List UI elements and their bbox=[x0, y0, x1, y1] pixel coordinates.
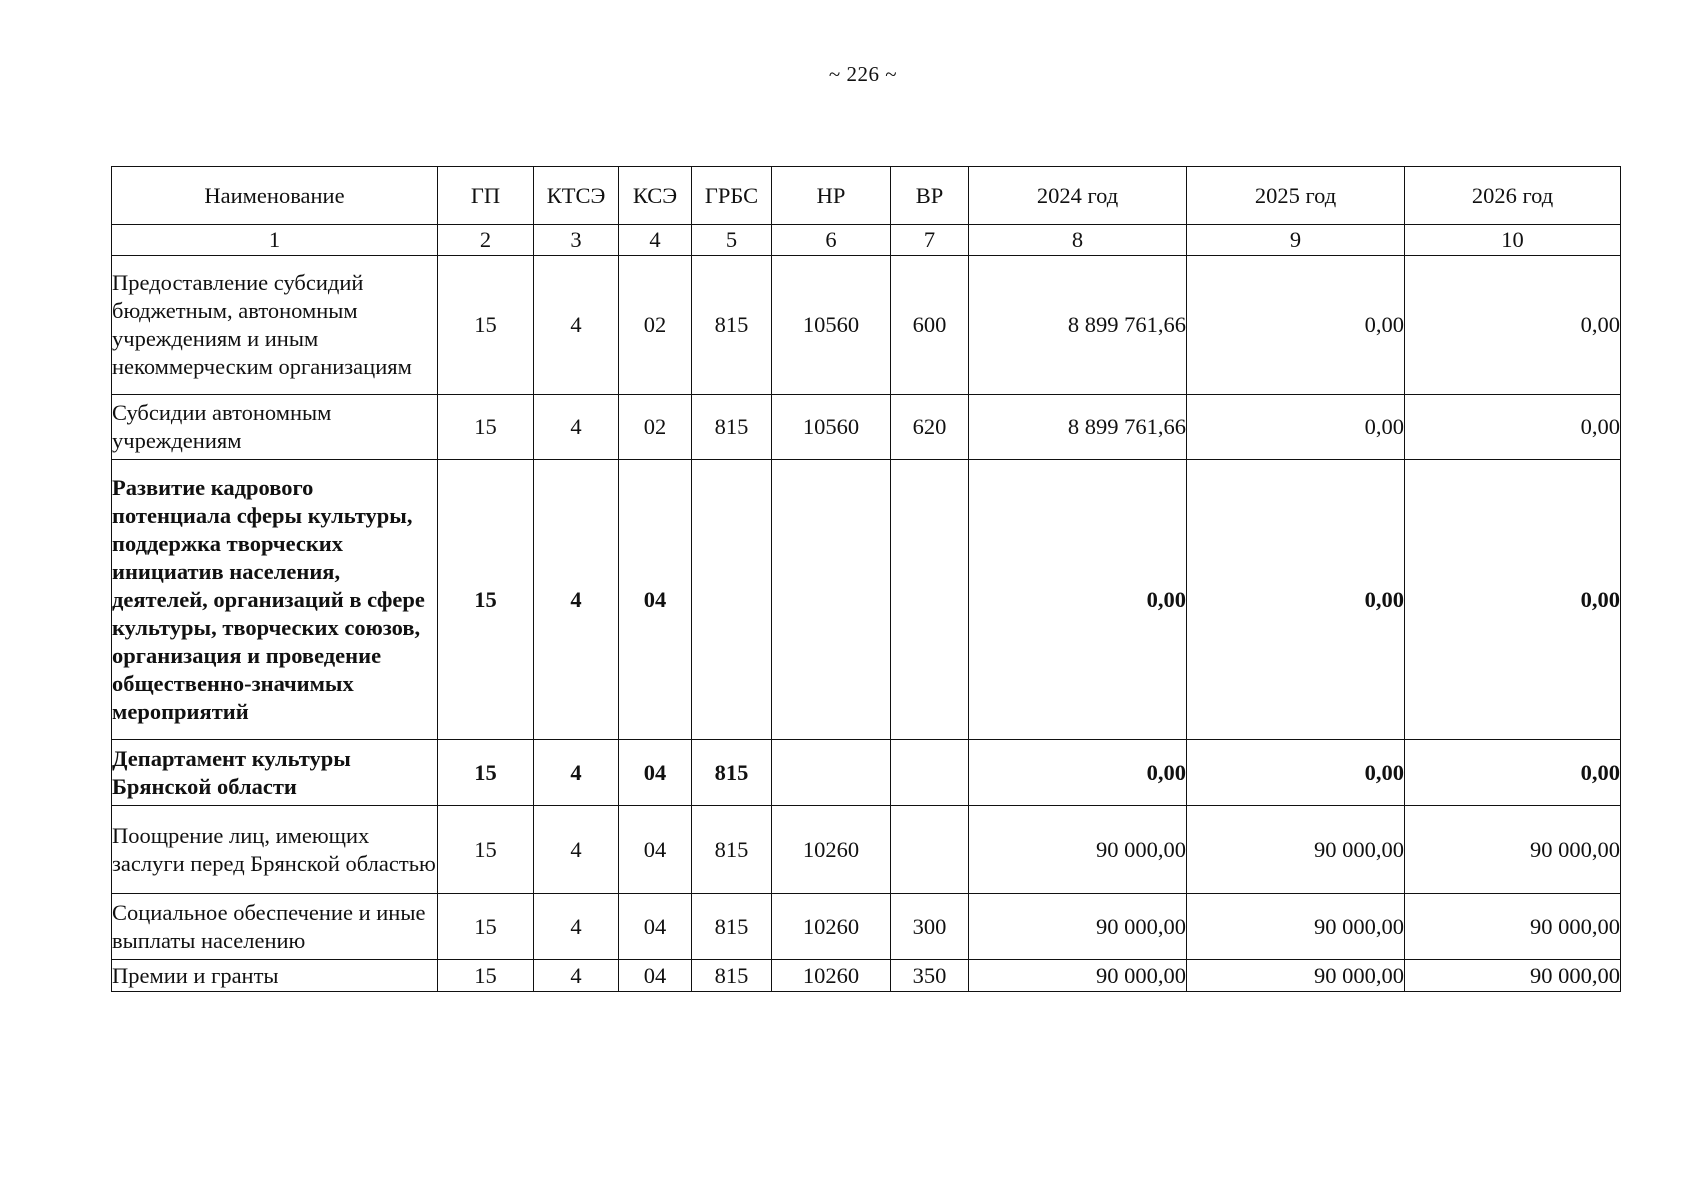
cell-nr bbox=[772, 740, 891, 806]
row-name: Департамент культуры Брянской области bbox=[112, 740, 438, 806]
cell-kse: 02 bbox=[619, 395, 692, 460]
table-row bbox=[112, 894, 1621, 960]
page-number: ~ 226 ~ bbox=[828, 62, 898, 86]
column-number: 7 bbox=[891, 225, 969, 256]
cell-gp: 15 bbox=[438, 256, 534, 395]
row-name: Социальное обеспечение и иные выплаты населению bbox=[112, 894, 438, 960]
row-name: Премии и гранты bbox=[112, 960, 438, 992]
column-number: 4 bbox=[619, 225, 692, 256]
table-row bbox=[112, 740, 1621, 806]
cell-ktse: 4 bbox=[534, 806, 619, 894]
cell-2024: 8 899 761,66 bbox=[969, 395, 1187, 460]
header-kse: КСЭ bbox=[619, 167, 692, 225]
cell-vr bbox=[891, 460, 969, 740]
cell-gp: 15 bbox=[438, 395, 534, 460]
cell-gp: 15 bbox=[438, 740, 534, 806]
cell-2026: 90 000,00 bbox=[1405, 894, 1621, 960]
header-gp: ГП bbox=[438, 167, 534, 225]
column-number: 2 bbox=[438, 225, 534, 256]
cell-kse: 04 bbox=[619, 740, 692, 806]
cell-gp: 15 bbox=[438, 460, 534, 740]
cell-vr: 620 bbox=[891, 395, 969, 460]
column-number: 10 bbox=[1405, 225, 1621, 256]
cell-nr: 10560 bbox=[772, 395, 891, 460]
budget-table bbox=[111, 166, 1621, 992]
cell-grbs: 815 bbox=[692, 960, 772, 992]
table-row bbox=[112, 806, 1621, 894]
cell-2024: 0,00 bbox=[969, 460, 1187, 740]
cell-2025: 0,00 bbox=[1187, 395, 1405, 460]
cell-grbs: 815 bbox=[692, 395, 772, 460]
cell-2024: 90 000,00 bbox=[969, 960, 1187, 992]
cell-2025: 0,00 bbox=[1187, 460, 1405, 740]
cell-nr: 10260 bbox=[772, 894, 891, 960]
cell-ktse: 4 bbox=[534, 256, 619, 395]
cell-gp: 15 bbox=[438, 806, 534, 894]
header-vr: ВР bbox=[891, 167, 969, 225]
cell-kse: 04 bbox=[619, 460, 692, 740]
cell-kse: 04 bbox=[619, 960, 692, 992]
header-ktse: КТСЭ bbox=[534, 167, 619, 225]
cell-2025: 90 000,00 bbox=[1187, 806, 1405, 894]
cell-kse: 02 bbox=[619, 256, 692, 395]
column-number: 5 bbox=[692, 225, 772, 256]
cell-nr: 10260 bbox=[772, 806, 891, 894]
cell-grbs: 815 bbox=[692, 256, 772, 395]
row-name: Развитие кадрового потенциала сферы культуры, поддержка творческих инициатив населения, деятелей, организаций в сфере культуры, творческих союзов, организация и проведение общественно-значимых мероприятий bbox=[112, 460, 438, 740]
table-row bbox=[112, 395, 1621, 460]
column-number: 1 bbox=[112, 225, 438, 256]
row-name: Субсидии автономным учреждениям bbox=[112, 395, 438, 460]
header-row bbox=[112, 167, 1621, 225]
cell-grbs: 815 bbox=[692, 806, 772, 894]
row-name: Поощрение лиц, имеющих заслуги перед Брянской областью bbox=[112, 806, 438, 894]
header-2024: 2024 год bbox=[969, 167, 1187, 225]
cell-nr bbox=[772, 460, 891, 740]
cell-vr: 600 bbox=[891, 256, 969, 395]
header-2026: 2026 год bbox=[1405, 167, 1621, 225]
cell-2026: 90 000,00 bbox=[1405, 960, 1621, 992]
cell-2024: 90 000,00 bbox=[969, 806, 1187, 894]
cell-ktse: 4 bbox=[534, 740, 619, 806]
header-nr: НР bbox=[772, 167, 891, 225]
column-number: 9 bbox=[1187, 225, 1405, 256]
cell-ktse: 4 bbox=[534, 960, 619, 992]
column-number: 6 bbox=[772, 225, 891, 256]
cell-gp: 15 bbox=[438, 894, 534, 960]
header-name: Наименование bbox=[112, 167, 438, 225]
header-grbs: ГРБС bbox=[692, 167, 772, 225]
cell-2024: 0,00 bbox=[969, 740, 1187, 806]
cell-2025: 0,00 bbox=[1187, 256, 1405, 395]
cell-2025: 0,00 bbox=[1187, 740, 1405, 806]
cell-vr: 300 bbox=[891, 894, 969, 960]
cell-grbs: 815 bbox=[692, 740, 772, 806]
cell-ktse: 4 bbox=[534, 894, 619, 960]
table-row bbox=[112, 460, 1621, 740]
cell-vr: 350 bbox=[891, 960, 969, 992]
cell-nr: 10560 bbox=[772, 256, 891, 395]
cell-2026: 0,00 bbox=[1405, 256, 1621, 395]
column-number: 3 bbox=[534, 225, 619, 256]
table-row bbox=[112, 960, 1621, 992]
cell-vr bbox=[891, 806, 969, 894]
cell-gp: 15 bbox=[438, 960, 534, 992]
cell-2026: 0,00 bbox=[1405, 740, 1621, 806]
table-row bbox=[112, 256, 1621, 395]
cell-kse: 04 bbox=[619, 806, 692, 894]
cell-2024: 8 899 761,66 bbox=[969, 256, 1187, 395]
column-number-row bbox=[112, 225, 1621, 256]
cell-2025: 90 000,00 bbox=[1187, 894, 1405, 960]
cell-ktse: 4 bbox=[534, 395, 619, 460]
cell-2024: 90 000,00 bbox=[969, 894, 1187, 960]
cell-kse: 04 bbox=[619, 894, 692, 960]
cell-ktse: 4 bbox=[534, 460, 619, 740]
cell-2025: 90 000,00 bbox=[1187, 960, 1405, 992]
cell-2026: 90 000,00 bbox=[1405, 806, 1621, 894]
cell-2026: 0,00 bbox=[1405, 460, 1621, 740]
cell-nr: 10260 bbox=[772, 960, 891, 992]
column-number: 8 bbox=[969, 225, 1187, 256]
cell-vr bbox=[891, 740, 969, 806]
cell-2026: 0,00 bbox=[1405, 395, 1621, 460]
cell-grbs bbox=[692, 460, 772, 740]
row-name: Предоставление субсидий бюджетным, автономным учреждениям и иным некоммерческим организациям bbox=[112, 256, 438, 395]
cell-grbs: 815 bbox=[692, 894, 772, 960]
header-2025: 2025 год bbox=[1187, 167, 1405, 225]
